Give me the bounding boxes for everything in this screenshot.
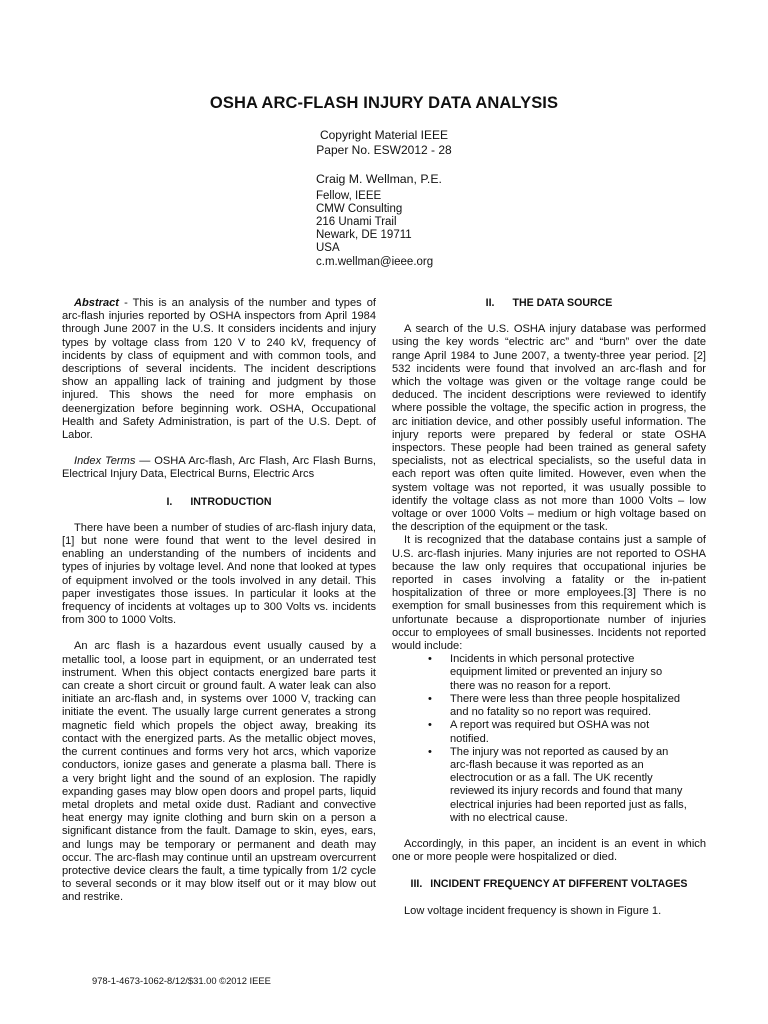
footer-isbn: 978-1-4673-1062-8/12/$31.00 ©2012 IEEE	[92, 975, 271, 986]
list-item-text: Incidents in which personal protective equipment limited or prevented an injury so there was no reason for a report.	[450, 653, 663, 692]
intro-paragraph-1: There have been a number of studies of arc-flash injury data, [1] but none were found that went to the level desired in enabling an understanding of the numbers of incidents and types of injuries by voltage level. And none that looked at types of equipment involved or the tools involved in any detail. This paper investigates those issues. In particular it looks at the frequency of incidents at voltages up to 300 Volts vs. incidents from 300 to 1000 Volts.	[62, 521, 376, 627]
section-title: INCIDENT FREQUENCY AT DIFFERENT VOLTAGES	[430, 878, 688, 891]
abstract-label: Abstract	[74, 297, 120, 309]
author-affiliation-line: Fellow, IEEE	[316, 190, 382, 203]
list-item	[392, 746, 706, 825]
section-number: II.	[485, 297, 495, 309]
section-heading-introduction	[62, 496, 376, 509]
right-column	[392, 297, 706, 918]
bullet-icon: •	[428, 653, 432, 666]
data-source-paragraph-3: Accordingly, in this paper, an incident is an event in which one or more people were hospitalized or died.	[392, 837, 706, 864]
section-number: III.	[410, 878, 423, 891]
list-item-text: A report was required but OSHA was not notified.	[450, 719, 650, 745]
author-affiliation-line: CMW Consulting	[316, 203, 403, 216]
index-terms-label: Index Terms	[74, 455, 136, 468]
list-item	[392, 693, 706, 719]
author-email[interactable]: c.m.wellman@ieee.org	[316, 255, 434, 268]
list-item	[392, 719, 706, 745]
list-item-text: The injury was not reported as caused by an arc-flash because it was reported as an electrocution or as a fall. The UK recently reviewed its injury records and found that many electrical injuries had been reported just as falls, with no electrical cause.	[450, 745, 687, 824]
copyright-block	[0, 128, 768, 158]
data-source-paragraph-2: It is recognized that the database contains just a sample of U.S. arc-flash injuries. Many injuries are not reported to OSHA because the law only requires that occupational injuries be reported in cases involving a fatality or the in-patient hospitalization of three or more employees.[3] There is no exemption for small businesses from this requirement which is unfortunate because a disproportionate number of injuries occur to employees of small businesses. Incidents not reported would include:	[392, 534, 706, 653]
frequency-paragraph-1: Low voltage incident frequency is shown in Figure 1.	[404, 904, 662, 917]
left-column	[62, 297, 376, 905]
section-title: INTRODUCTION	[190, 495, 272, 508]
author-address-line: 216 Unami Trail	[316, 216, 397, 229]
copyright-line: Copyright Material IEEE	[319, 128, 449, 142]
list-item-text: There were less than three people hospitalized and no fatality so no report was required.	[450, 692, 681, 719]
unreported-incidents-list	[392, 653, 706, 825]
author-country: USA	[316, 242, 340, 255]
bullet-icon: •	[428, 745, 432, 758]
section-heading-data-source	[392, 297, 706, 310]
author-block	[316, 173, 576, 269]
author-name: Craig M. Wellman, P.E.	[316, 172, 442, 186]
section-title: THE DATA SOURCE	[512, 297, 613, 309]
paper-title: OSHA ARC-FLASH INJURY DATA ANALYSIS	[209, 94, 559, 112]
abstract-text: - This is an analysis of the number and types of arc-flash injuries reported by OSHA inspectors from April 1984 through June 2007 in the U.S. It considers incidents and injury types by voltage class from 120 V to 240 kV, frequency of incidents by class of equipment and with common tools, and descriptions of several incidents. The incident descriptions show an appalling lack of training and judgment by those injured. This shows the need for more emphasis on deenergization before beginning work. OSHA, Occupational Health and Safety Administration, is part of the U.S. Dept. of Labor.	[62, 297, 376, 442]
index-terms-text: — OSHA Arc-flash, Arc Flash, Arc Flash Burns, Electrical Injury Data, Electrical Burns, Electric Arcs	[62, 455, 376, 481]
bullet-icon: •	[428, 692, 432, 705]
index-terms-paragraph	[62, 455, 376, 481]
paper-number: Paper No. ESW2012 - 28	[316, 143, 452, 157]
list-item	[392, 653, 706, 693]
abstract-paragraph	[62, 297, 376, 442]
intro-paragraph-2: An arc flash is a hazardous event usually caused by a metallic tool, a loose part in equipment, or an underrated test instrument. When this object contacts energized bare parts it can create a short circuit or ground fault. A water leak can also initiate an arc-flash and, in systems over 1000 V, tracking can initiate the event. The usually large current generates a strong magnetic field which propels the object away, breaking its contact with the energized parts. As the metallic object moves, the current continues and forms very hot arcs, which vaporize conductors, ionize gases and generate a plasma ball. There is a very bright light and the sound of an explosion. The rapidly expanding gases may blow open doors and propel parts, liquid metal droplets and metal oxide dust. Radiant and convective heat energy may ignite clothing and burn skin on a person a significant distance from the fault. Damage to skin, eyes, ears, and lungs may be temporary or permanent and death may occur. The arc-flash may continue until an upstream overcurrent protective device clears the fault, a time typically from 1/2 cycle to several seconds or it may blow itself out or it may blow out and restrike.	[62, 640, 376, 904]
section-number: I.	[166, 495, 173, 508]
data-source-paragraph-1: A search of the U.S. OSHA injury database was performed using the key words “electric arc” and “burn” over the date range April 1984 to June 2007, a twenty-three year period. [2] 532 incidents were found that involved an arc-flash and for which the voltage was given or the voltage range could be deduced. The incident descriptions were reviewed to identify where possible the voltage, the specific action in progress, the arc initiation device, and other possibly useful information. The injury reports were prepared by federal or state OSHA inspectors. These people had been trained as general safety specialists, not as electrical specialists, so the useful data in each report was often quite limited. However, even when the system voltage was not reported, it was usually possible to identify the voltage class as not more than 1000 Volts – low voltage or over 1000 Volts – medium or high voltage based on the description of the equipment or the task.	[392, 323, 706, 534]
section-heading-incident-frequency	[392, 878, 706, 891]
bullet-icon: •	[428, 719, 432, 732]
author-address-line: Newark, DE 19711	[316, 229, 412, 242]
